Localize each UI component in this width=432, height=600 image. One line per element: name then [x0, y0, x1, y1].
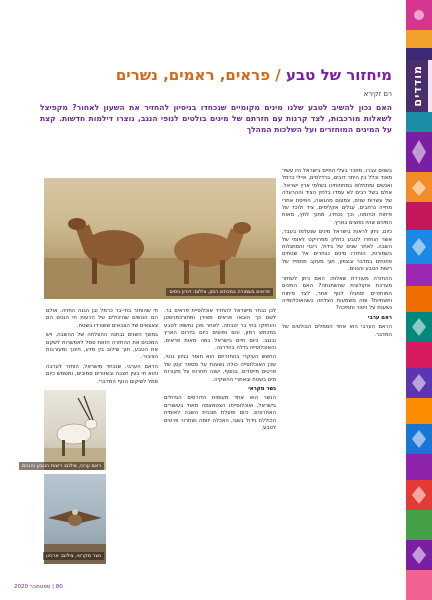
- paragraph: כיום, ניתן לראות בישראל מינים שנעלמו בעבר, אשר הוחזרו לטבע כחלק מפרויקט לאומי של השבה. לאחר שנים של גידול, ריבוי והסתגלות בשמורות, הוחזרו מינים נבחרים אל שטחים פתוחים במדבר ובצפון, תוך מעקב מתמיד של רשות הטבע והגנים.: [282, 229, 392, 273]
- subheading: נשר מקראי: [248, 386, 276, 393]
- subheading: ראם ערבי: [367, 314, 392, 321]
- article-title: [116, 66, 392, 84]
- paragraph: לכן נבחר מישראל להחזיר אוכלוסיית פראים בר. לשם כך הובאו פראים מאירן ומתורכמניסטן והוחזקו בחי בר יטבתה. לאחר מכן נחשפו לטבע במכתש רמון, והם נפוצים כיום בדרום הארץ ובנגב. כיום חיים בישראל כמה מאות פראים, והאוכלוסייה גדלה בהדרגה.: [164, 308, 276, 352]
- paragraph: הנשר הוא אחד מעופות הדורסים הגדולים בישראל, ואוכלוסייתו הצטמצמה מאוד בעשורים האחרונים. כיום פועלת תוכנית השבה לאומית הכוללת גידול בשבי, האכלה יזומה ושחרור פרטים לטבע.: [164, 395, 276, 432]
- title-main: מיחזור של טבע: [286, 66, 392, 84]
- wild-ass-photo: [44, 178, 276, 299]
- paragraph: בשנים עברו, מוזכר בעלי החיים בישראל היו עשיר מאוד וכלל בין היתר דובים, ברדלסים, איילי כרמל ואנשים ומתחלפו במחוזותינו בשלמי ארץ ישראל. אולם בשל רבים לא עמדו בלחץ הציד וההרעלה של עשרות שנים, צמצום מהגאוה, הפיסת אתרי מחייה נרחבים, עגלים אקלימים, ציד ולוכד של פיתוח וכדומה, וכך נכחדו, מתוך לחץ, מאות המינים שהיו נפוצים בארץ.: [282, 168, 392, 226]
- photo-caption: פראים בשמורה במכתש רמון, צילום: דורון ניסים: [166, 288, 273, 296]
- vulture-caption: נשר מקראי, צילום: ארכיון: [43, 552, 104, 560]
- lead-paragraph: האם נכון להשיב לטבע שלנו מינים מקומיים שנכחדו בניסיון להחזיר את השעון לאחור? מקפיצל לשאלות מורכבות, לצד קרנות עם חזרתם של מינים בולטים לנופי הנגב, נוצרו דילמות חדשות. קצת על המינים המוחזרים ועל השלכות המהלך: [40, 103, 392, 134]
- paragraph: החשש העיקרי בהחזרתם הוא חוסר בגיוון גנטי, שכן האוכלוסייה כולה נשענת על מספר קטן של פרטים מייסדים. בנוסף, ישנה תחרות על מקורות מים בשטח ובאתרי ההשקיה.: [164, 354, 276, 383]
- title-subtitle: / פראים, ראמים, נשרים: [115, 66, 281, 84]
- page-folio: 80 | ספטמבר 2020: [14, 584, 63, 590]
- author-byline: רם זקירא: [363, 90, 392, 98]
- paragraph: הראם הערבי הוא אחד הסמלים הבולטים של המדבר.: [282, 324, 392, 338]
- oryx-caption: ראם ערבי, צילום: רשות הטבע והגנים: [19, 462, 104, 470]
- vulture-illustration: [44, 474, 106, 564]
- paragraph: חי שהוחזר בחי-בר כרמל ובן הגנה החזיה. אולם הם הוגשים שהיכולים של הרעות חי הגנים הם צאצאים של הצבאים ששורדו בשטח.: [46, 308, 158, 329]
- column-right: [282, 168, 392, 341]
- oryx-illustration: [44, 390, 106, 470]
- paragraph: הראם הערבי, שנכחד מישראל, הוחזר לערבה והוא חי בעין חצבה ובאזורים סמוכים, ומשמש כיום סמל לשיקום הנוף המדברי.: [46, 363, 158, 385]
- vulture-photo: [44, 474, 106, 564]
- paragraph: במשך השנים נבחנה ההצלחה של ההשבה, ויש המכנים את ההחזרה הזאת סמל לאפשרות לשקם את הטבע, תוך שילוב בין מדע, חינוך ומעורבות הציבור.: [46, 332, 158, 361]
- section-label: מודדים: [410, 65, 424, 107]
- paragraph: ההחזרה מעוררת שאלות: האם ניתן לשחזר מערכת אקולוגית שהשתנתה? האם המינים המוחזרים יסתגלו לנוף אחר, לצד פיתוח ותשתיות? ומה משמעות הצלחה כשהאוכלוסייה נשענת על ניטור ותמיכה?: [282, 275, 392, 312]
- column-left: [46, 308, 158, 388]
- oryx-photo: [44, 390, 106, 470]
- column-middle: [164, 308, 276, 435]
- wild-ass-illustration: [44, 178, 276, 299]
- section-tab: [406, 60, 428, 112]
